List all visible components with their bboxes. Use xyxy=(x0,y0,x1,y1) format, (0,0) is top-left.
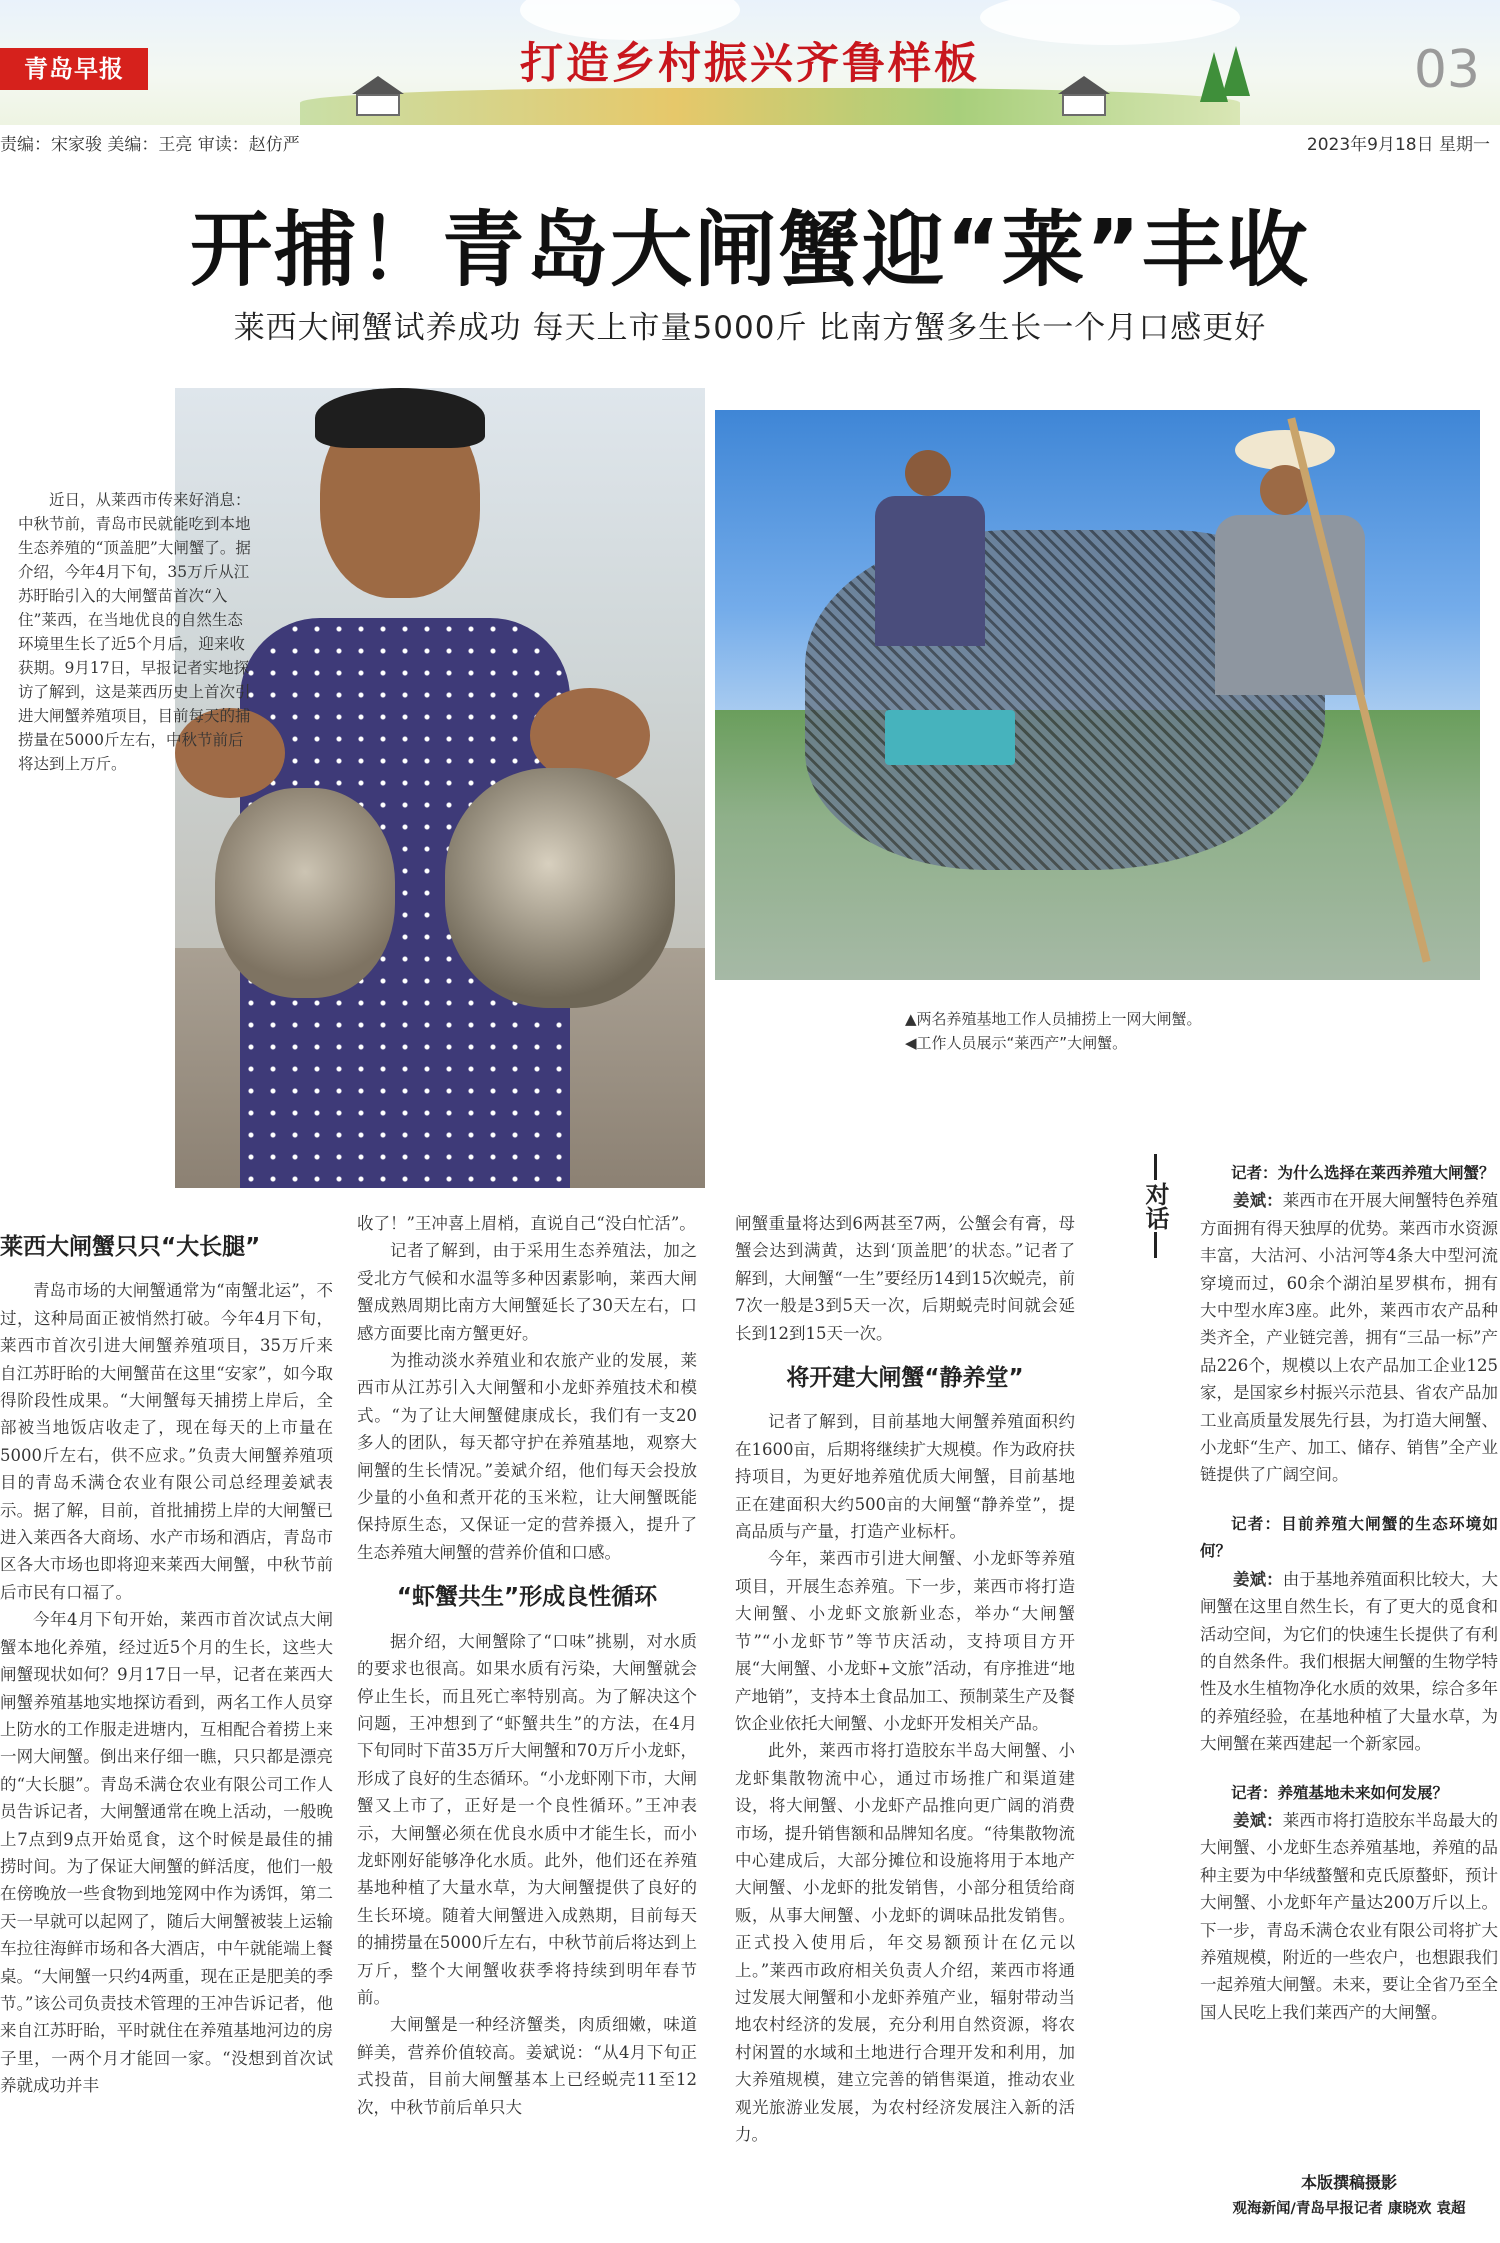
divider xyxy=(1154,1154,1157,1180)
page-slogan: 打造乡村振兴齐鲁样板 xyxy=(520,39,980,89)
worker-head xyxy=(905,450,951,496)
speaker: 姜斌： xyxy=(1233,1810,1283,1830)
worker-body xyxy=(1215,515,1365,695)
page-number: 03 xyxy=(1413,40,1480,100)
paragraph: 此外，莱西市将打造胶东半岛大闸蟹、小龙虾集散物流中心，通过市场推广和渠道建设，将大闸蟹、小龙虾产品推向更广阔的消费市场，提升销售额和品牌知名度。“待集散物流中心建成后，大部分摊位和设施将用于本地产大闸蟹、小龙虾的批发销售，小部分租赁给商贩，从事大闸蟹、小龙虾的调味品批发销售。正式投入使用后，年交易额预计在亿元以上。”莱西市政府相关负责人介绍，莱西市将通过发展大闸蟹和小龙虾养殖产业，辐射带动当地农村经济的发展，充分利用自然资源，将农村闲置的水域和土地进行合理开发和利用，加大养殖规模，建立完善的销售渠道，推动农业观光旅游业发展，为农村经济发展注入新的活力。 xyxy=(735,1741,1075,2144)
qa-item xyxy=(1200,1780,1498,2027)
paragraph: 今年，莱西市引进大闸蟹、小龙虾等养殖项目，开展生态养殖。下一步，莱西市将打造大闸蟹、小龙虾文旅新业态，举办“大闸蟹节”“小龙虾节”等节庆活动，支持项目方开展“大闸蟹、小龙虾+文旅”活动，有序推进“地产地销”，支持本土食品加工、预制菜生产及餐饮企业依托大闸蟹、小龙虾开发相关产品。 xyxy=(735,1549,1075,1733)
house-icon xyxy=(352,76,404,94)
speaker: 姜斌： xyxy=(1233,1191,1283,1211)
dialog-section-tag xyxy=(1140,1152,1170,1260)
dialog-label: 对话 xyxy=(1141,1182,1169,1230)
credit-line-2: 观海新闻/青岛早报记者 康晓欢 袁超 xyxy=(1232,2201,1466,2217)
answer xyxy=(1200,1807,1498,2026)
house-icon xyxy=(356,94,400,116)
crab-right xyxy=(445,768,675,1008)
man-hair xyxy=(315,388,485,448)
paragraph: 闸蟹重量将达到6两甚至7两，公蟹会有膏，母蟹会达到满黄，达到‘顶盖肥’的状态。”记者了解到，大闸蟹“一生”要经历14到15次蜕壳，前7次一般是3到5天一次，后期蜕壳时间就会延长到12到15天一次。 xyxy=(735,1214,1075,1343)
straw-hat xyxy=(1235,430,1335,470)
caption-top-photo: ▲两名养殖基地工作人员捕捞上一网大闸蟹。 xyxy=(905,1010,1202,1028)
section-title-rest-hall: 将开建大闸蟹“静养堂” xyxy=(786,1365,1024,1392)
answer-text: 由于基地养殖面积比较大，大闸蟹在这里自然生长，有了更大的觅食和活动空间，为它们的快速生长提供了有利的自然条件。我们根据大闸蟹的生物学特性及水生植物净化水质的效果，综合多年的养殖经验，在基地种植了大量水草，为大闸蟹在莱西建起一个新家园。 xyxy=(1200,1569,1499,1754)
house-icon xyxy=(1058,76,1110,94)
answer-text: 莱西市在开展大闸蟹特色养殖方面拥有得天独厚的优势。莱西市水资源丰富，大沽河、小沽河等4条大中型河流穿境而过，60余个湖泊星罗棋布，拥有大中型水库3座。此外，莱西市农产品种类齐全，产业链完善，拥有“三品一标”产品226个，规模以上农产品加工企业125家，是国家乡村振兴示范县、省农产品加工业高质量发展先行县，为打造大闸蟹、小龙虾“生产、加工、储存、销售”全产业链提供了广阔空间。 xyxy=(1200,1191,1499,1485)
photo-captions xyxy=(905,1007,1475,1055)
question: 记者：为什么选择在莱西养殖大闸蟹？ xyxy=(1231,1164,1495,1182)
house-icon xyxy=(1062,94,1106,116)
dialog-column xyxy=(1200,1160,1498,2048)
answer xyxy=(1200,1187,1498,1488)
question: 记者：养殖基地未来如何发展？ xyxy=(1231,1783,1449,1802)
headline: 开捕！青岛大闸蟹迎“莱”丰收 xyxy=(190,203,1310,298)
speaker: 姜斌： xyxy=(1233,1569,1283,1589)
worker-body xyxy=(875,496,985,646)
photo-fishermen-net xyxy=(715,410,1480,980)
answer-text: 莱西市将打造胶东半岛最大的大闸蟹、小龙虾生态养殖基地，养殖的品种主要为中华绒螯蟹和克氏原螯虾，预计大闸蟹、小龙虾年产量达200万斤以上。下一步，青岛禾满仓农业有限公司将扩大养殖规模，附近的一些农户，也想跟我们一起养殖大闸蟹。未来，要让全省乃至全国人民吃上我们莱西产的大闸蟹。 xyxy=(1200,1810,1499,2022)
paragraph: 记者了解到，由于采用生态养殖法，加之受北方气候和水温等多种因素影响，莱西大闸蟹成熟周期比南方大闸蟹延长了30天左右，口感方面要比南方蟹更好。 xyxy=(357,1241,697,1343)
subheadline: 莱西大闸蟹试养成功 每天上市量5000斤 比南方蟹多生长一个月口感更好 xyxy=(233,310,1267,346)
answer xyxy=(1200,1566,1498,1758)
question: 记者：目前养殖大闸蟹的生态环境如何？ xyxy=(1200,1514,1498,1561)
credit-line-1: 本版撰稿摄影 xyxy=(1300,2173,1397,2192)
article-column-3 xyxy=(735,1210,1075,2148)
paragraph: 据介绍，大闸蟹除了“口味”挑剔，对水质的要求也很高。如果水质有污染，大闸蟹就会停止生长，而且死亡率特别高。为了解决这个问题，王冲想到了“虾蟹共生”的方法，在4月下旬同时下苗35万斤大闸蟹和70万斤小龙虾，形成了良好的生态循环。“小龙虾刚下市，大闸蟹又上市了，正好是一个良性循环。”王冲表示，大闸蟹必须在优良水质中才能生长，而小龙虾刚好能够净化水质。此外，他们还在养殖基地种植了大量水草，为大闸蟹提供了良好的生长环境。随着大闸蟹进入成熟期，目前每天的捕捞量在5000斤左右，中秋节前后将达到上万斤，整个大闸蟹收获季将持续到明年春节前。 xyxy=(357,1631,697,2007)
byline-credit xyxy=(1200,2170,1498,2222)
paragraph: 今年4月下旬开始，莱西市首次试点大闸蟹本地化养殖，经过近5个月的生长，这些大闸蟹现状如何？9月17日一早，记者在莱西大闸蟹养殖基地实地探访看到，两名工作人员穿上防水的工作服走进塘内，互相配合着捞上来一网大闸蟹。倒出来仔细一瞧，只只都是漂亮的“大长腿”。青岛禾满仓农业有限公司工作人员告诉记者，大闸蟹通常在晚上活动，一般晚上7点到9点开始觅食，这个时候是最佳的捕捞时间。为了保证大闸蟹的鲜活度，他们一般在傍晚放一些食物到地笼网中作为诱饵，第二天一早就可以起网了，随后大闸蟹被装上运输车拉往海鲜市场和各大酒店，中午就能端上餐桌。“大闸蟹一只约4两重，现在正是肥美的季节。”该公司负责技术管理的王冲告诉记者，他来自江苏盱眙，平时就住在养殖基地河边的房子里，一两个月才能回一家。“没想到首次试养就成功并丰 xyxy=(0,1610,333,2096)
paragraph: 大闸蟹是一种经济蟹类，肉质细嫩，味道鲜美，营养价值较高。姜斌说：“从4月下旬正式投苗，目前大闸蟹基本上已经蜕壳11至12次，中秋节前后单只大 xyxy=(357,2015,697,2117)
paragraph: 青岛市场的大闸蟹通常为“南蟹北运”，不过，这种局面正被悄然打破。今年4月下旬，莱西市首次引进大闸蟹养殖项目，35万斤来自江苏盱眙的大闸蟹苗在这里“安家”，如今取得阶段性成果。“大闸蟹每天捕捞上岸后，全部被当地饭店收走了，现在每天的上市量在5000斤左右，供不应求。”负责大闸蟹养殖项目的青岛禾满仓农业有限公司总经理姜斌表示。据了解，目前，首批捕捞上岸的大闸蟹已进入莱西各大商场、水产市场和酒店，青岛市区各大市场也即将迎来莱西大闸蟹，中秋节前后市民有口福了。 xyxy=(0,1281,333,1602)
qa-item xyxy=(1200,1160,1498,1489)
newspaper-logo: 青岛早报 xyxy=(0,48,148,90)
divider xyxy=(1154,1232,1157,1258)
paragraph: 收了！”王冲喜上眉梢，直说自己“没白忙活”。 xyxy=(357,1214,696,1233)
tree-icon xyxy=(1222,46,1250,96)
article-column-2 xyxy=(357,1210,697,2121)
section-title-shrimp-crab: “虾蟹共生”形成良性循环 xyxy=(396,1584,658,1611)
masthead-banner xyxy=(0,0,1500,125)
section-title-long-legs: 莱西大闸蟹只只“大长腿” xyxy=(0,1234,261,1260)
blue-crate xyxy=(885,710,1015,765)
crab-left xyxy=(215,788,395,998)
editor-credits: 责编：宋家骏 美编：王亮 审读：赵仿严 xyxy=(0,135,300,155)
issue-date: 2023年9月18日 星期一 xyxy=(1306,135,1490,155)
intro-paragraph: 近日，从莱西市传来好消息：中秋节前，青岛市民就能吃到本地生态养殖的“顶盖肥”大闸蟹了。据介绍，今年4月下旬，35万斤从江苏盱眙引入的大闸蟹苗首次“入住”莱西，在当地优良的自然生态环境里生长了近5个月后，迎来收获期。9月17日，早报记者实地探访了解到，这是莱西历史上首次引进大闸蟹养殖项目，目前每天的捕捞量在5000斤左右，中秋节前后将达到上万斤。 xyxy=(18,491,251,773)
paragraph: 为推动淡水养殖业和农旅产业的发展，莱西市从江苏引入大闸蟹和小龙虾养殖技术和模式。“为了让大闸蟹健康成长，我们有一支20多人的团队，每天都守护在养殖基地，观察大闸蟹的生长情况。”姜斌介绍，他们每天会投放少量的小鱼和煮开花的玉米粒，让大闸蟹既能保持原生态，又保证一定的营养摄入，提升了生态养殖大闸蟹的营养价值和口感。 xyxy=(357,1351,697,1562)
qa-item xyxy=(1200,1511,1498,1758)
article-column-1 xyxy=(0,1210,333,2100)
caption-left-photo: ◀工作人员展示“莱西产”大闸蟹。 xyxy=(905,1034,1128,1052)
paragraph: 记者了解到，目前基地大闸蟹养殖面积约在1600亩，后期将继续扩大规模。作为政府扶持项目，为更好地养殖优质大闸蟹，目前基地正在建面积大约500亩的大闸蟹“静养堂”，提高品质与产量，打造产业标杆。 xyxy=(735,1412,1075,1542)
